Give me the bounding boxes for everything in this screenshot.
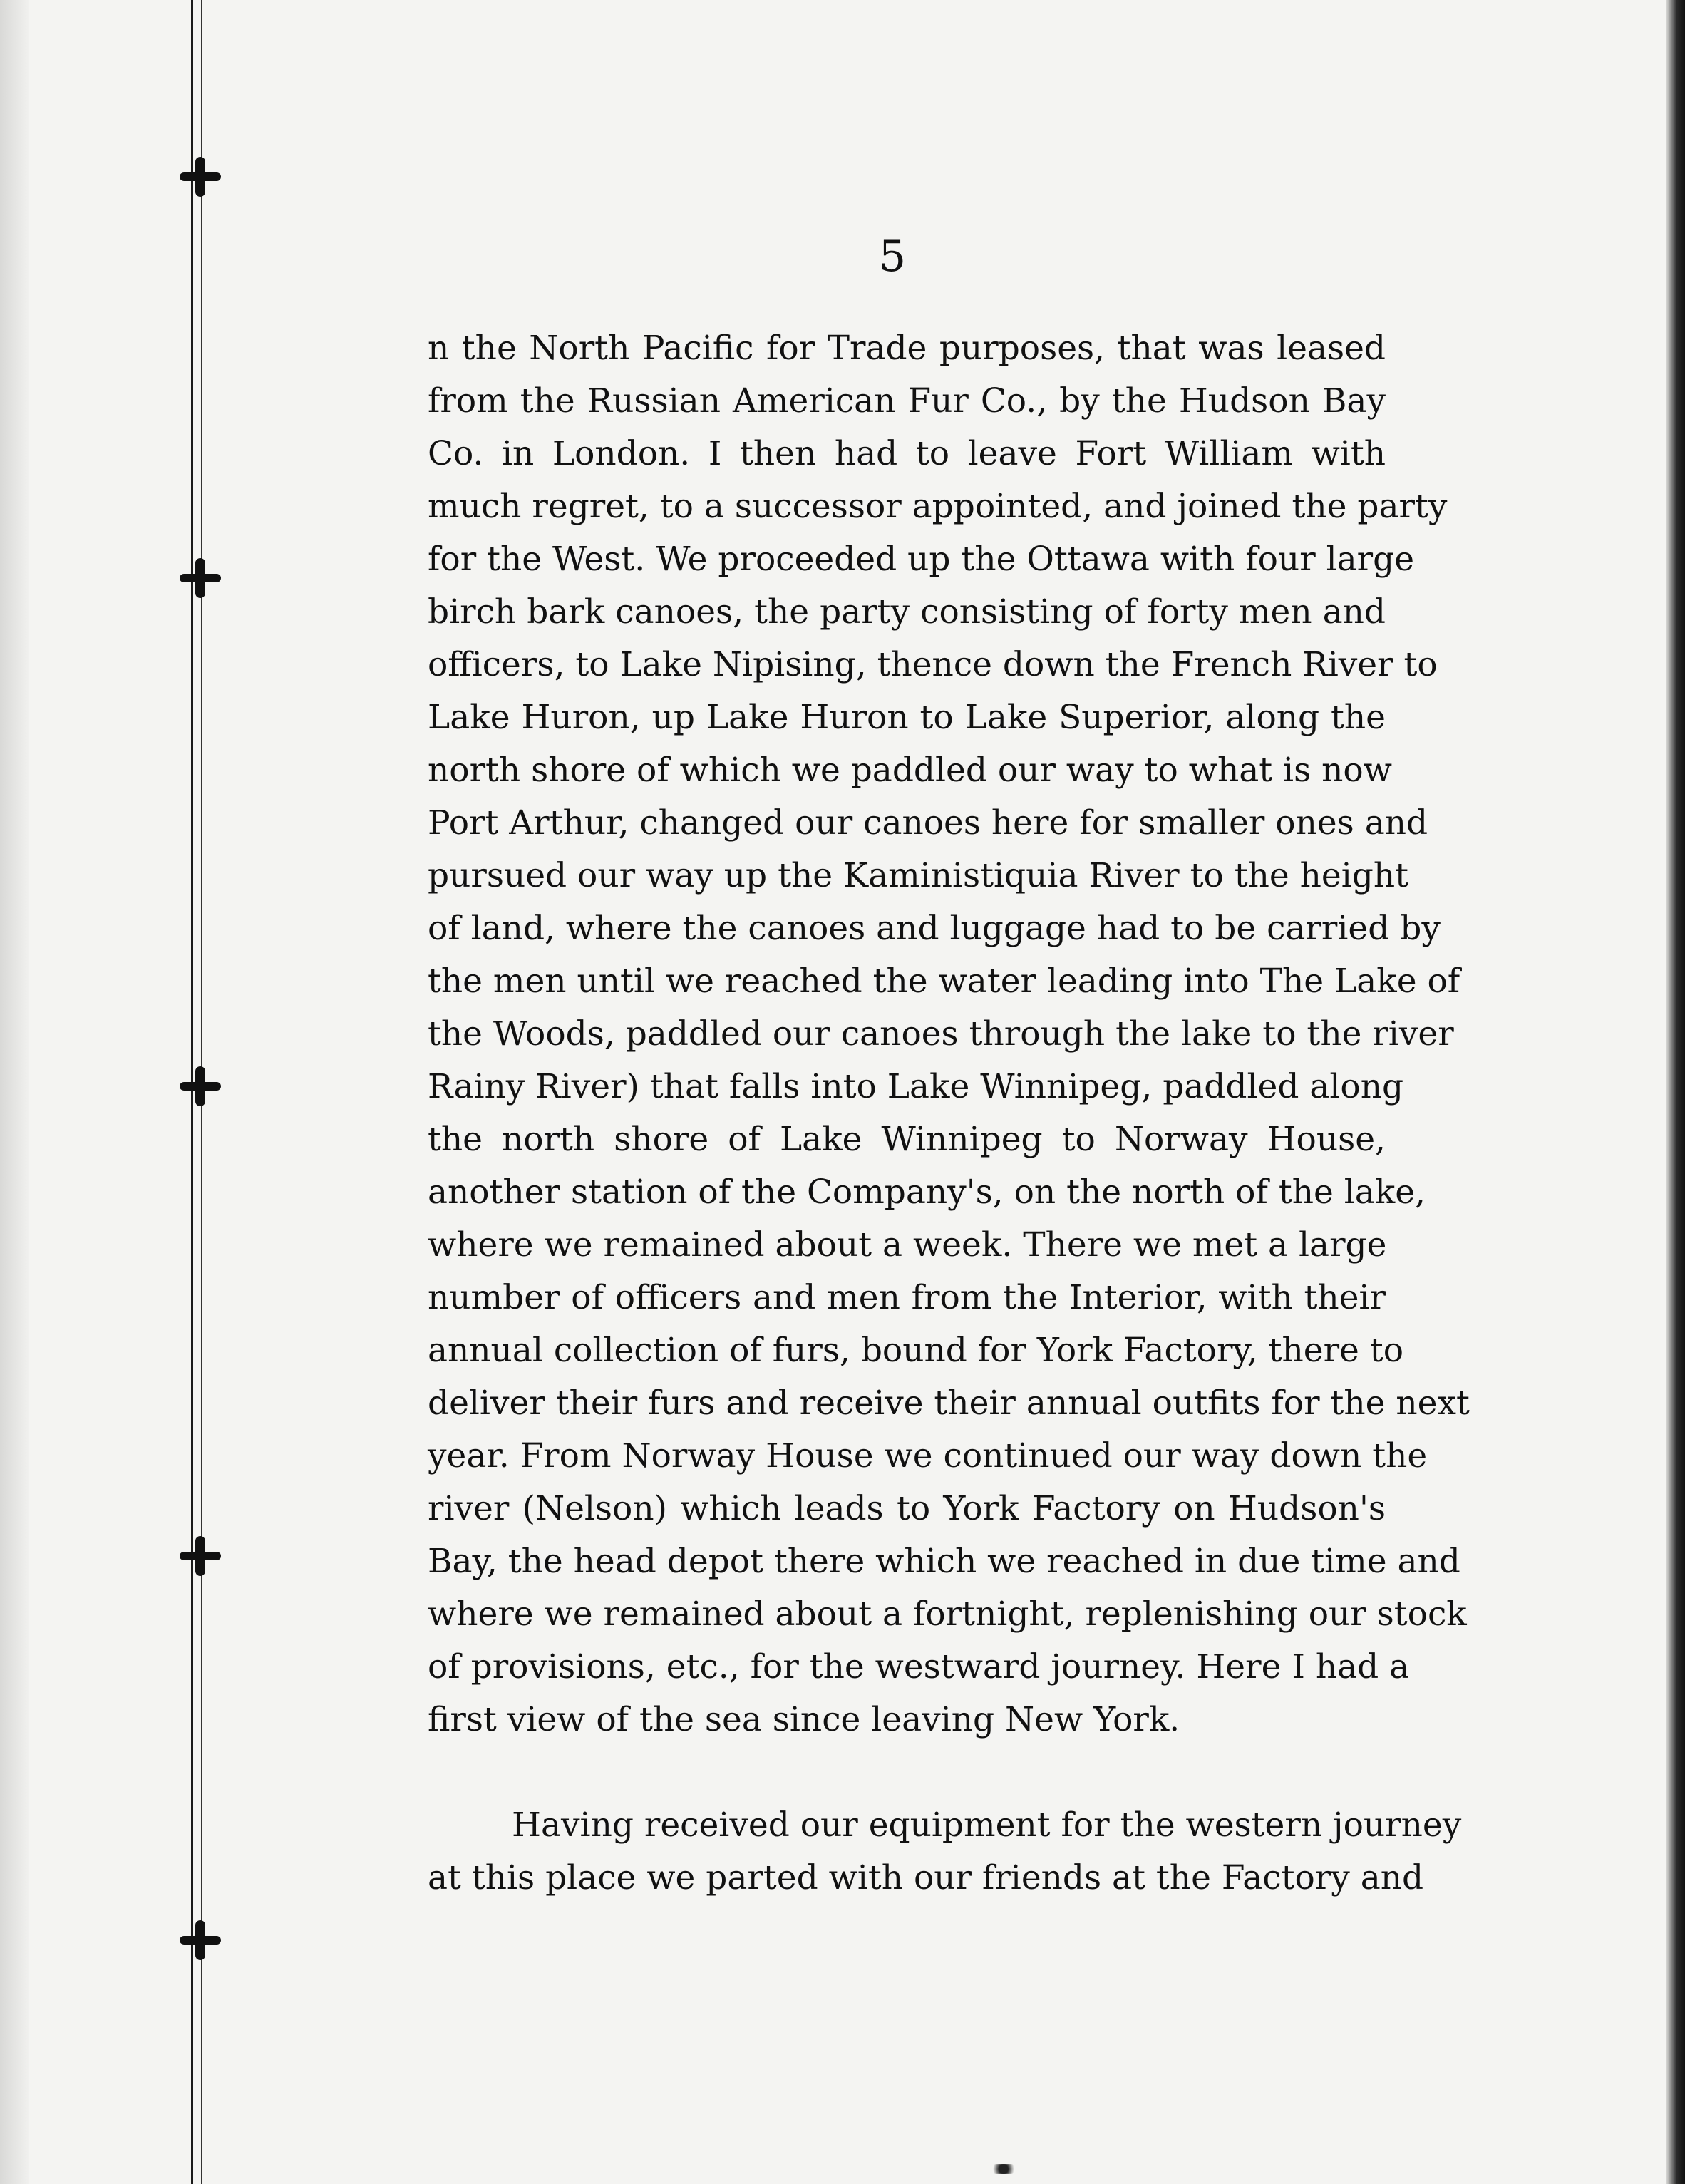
- text-line: where we remained about a week. There we met a large: [428, 1225, 1387, 1264]
- text-line: from the Russian American Fur Co., by the Hudson Bay: [428, 381, 1386, 421]
- text-line: year. From Norway House we continued our way down the: [428, 1436, 1428, 1475]
- text-line: birch bark canoes, the party consisting of forty men and: [428, 592, 1386, 632]
- text-line: the men until we reached the water leading into The Lake of: [428, 962, 1460, 1001]
- text-line: of provisions, etc., for the westward journey. Here I had a: [428, 1647, 1410, 1686]
- text-line: first view of the sea since leaving New York.: [428, 1700, 1180, 1739]
- text-line: Bay, the head depot there which we reached in due time and: [428, 1542, 1460, 1581]
- text-line: north shore of which we paddled our way to what is now: [428, 751, 1392, 790]
- text-line: Having received our equipment for the western journey: [512, 1806, 1462, 1845]
- page-right-edge: [1666, 0, 1685, 2184]
- text-line: the north shore of Lake Winnipeg to Norway House,: [428, 1120, 1386, 1159]
- binding-stitch: [180, 1936, 221, 1945]
- text-line: river (Nelson) which leads to York Factory on Hudson's: [428, 1489, 1386, 1528]
- text-line: n the North Pacific for Trade purposes, that was leased: [428, 329, 1386, 368]
- text-line: pursued our way up the Kaministiquia River to the height: [428, 856, 1408, 895]
- text-line: another station of the Company's, on the north of the lake,: [428, 1173, 1426, 1212]
- text-line: Port Arthur, changed our canoes here for smaller ones and: [428, 803, 1428, 843]
- text-line: the Woods, paddled our canoes through the lake to the river: [428, 1014, 1454, 1054]
- text-line: deliver their furs and receive their annual outfits for the next: [428, 1384, 1470, 1423]
- page-left-shadow: [0, 0, 29, 2184]
- text-line: where we remained about a fortnight, replenishing our stock: [428, 1595, 1467, 1634]
- text-line: for the West. We proceeded up the Ottawa with four large: [428, 540, 1415, 579]
- paragraph-1: [428, 322, 1470, 1746]
- page-number: 5: [878, 232, 907, 282]
- text-line: much regret, to a successor appointed, and joined the party: [428, 487, 1448, 526]
- text-line: Lake Huron, up Lake Huron to Lake Superior, along the: [428, 698, 1386, 737]
- binding-stitch: [180, 172, 221, 181]
- text-line: officers, to Lake Nipising, thence down the French River to: [428, 645, 1438, 684]
- text-line: Co. in London. I then had to leave Fort William with: [428, 434, 1386, 473]
- binding-stitch: [180, 1082, 221, 1091]
- binding-thread: [191, 0, 193, 2184]
- text-line: of land, where the canoes and luggage had to be carried by: [428, 909, 1441, 948]
- text-line: number of officers and men from the Interior, with their: [428, 1278, 1386, 1317]
- scan-speck: [989, 2164, 1018, 2174]
- text-line: Rainy River) that falls into Lake Winnipeg, paddled along: [428, 1067, 1404, 1106]
- binding-stitch: [180, 574, 221, 582]
- text-line: annual collection of furs, bound for York Factory, there to: [428, 1331, 1403, 1370]
- binding-stitch: [180, 1552, 221, 1560]
- paragraph-2: [428, 1799, 1462, 1905]
- text-line: at this place we parted with our friends at the Factory and: [428, 1858, 1424, 1897]
